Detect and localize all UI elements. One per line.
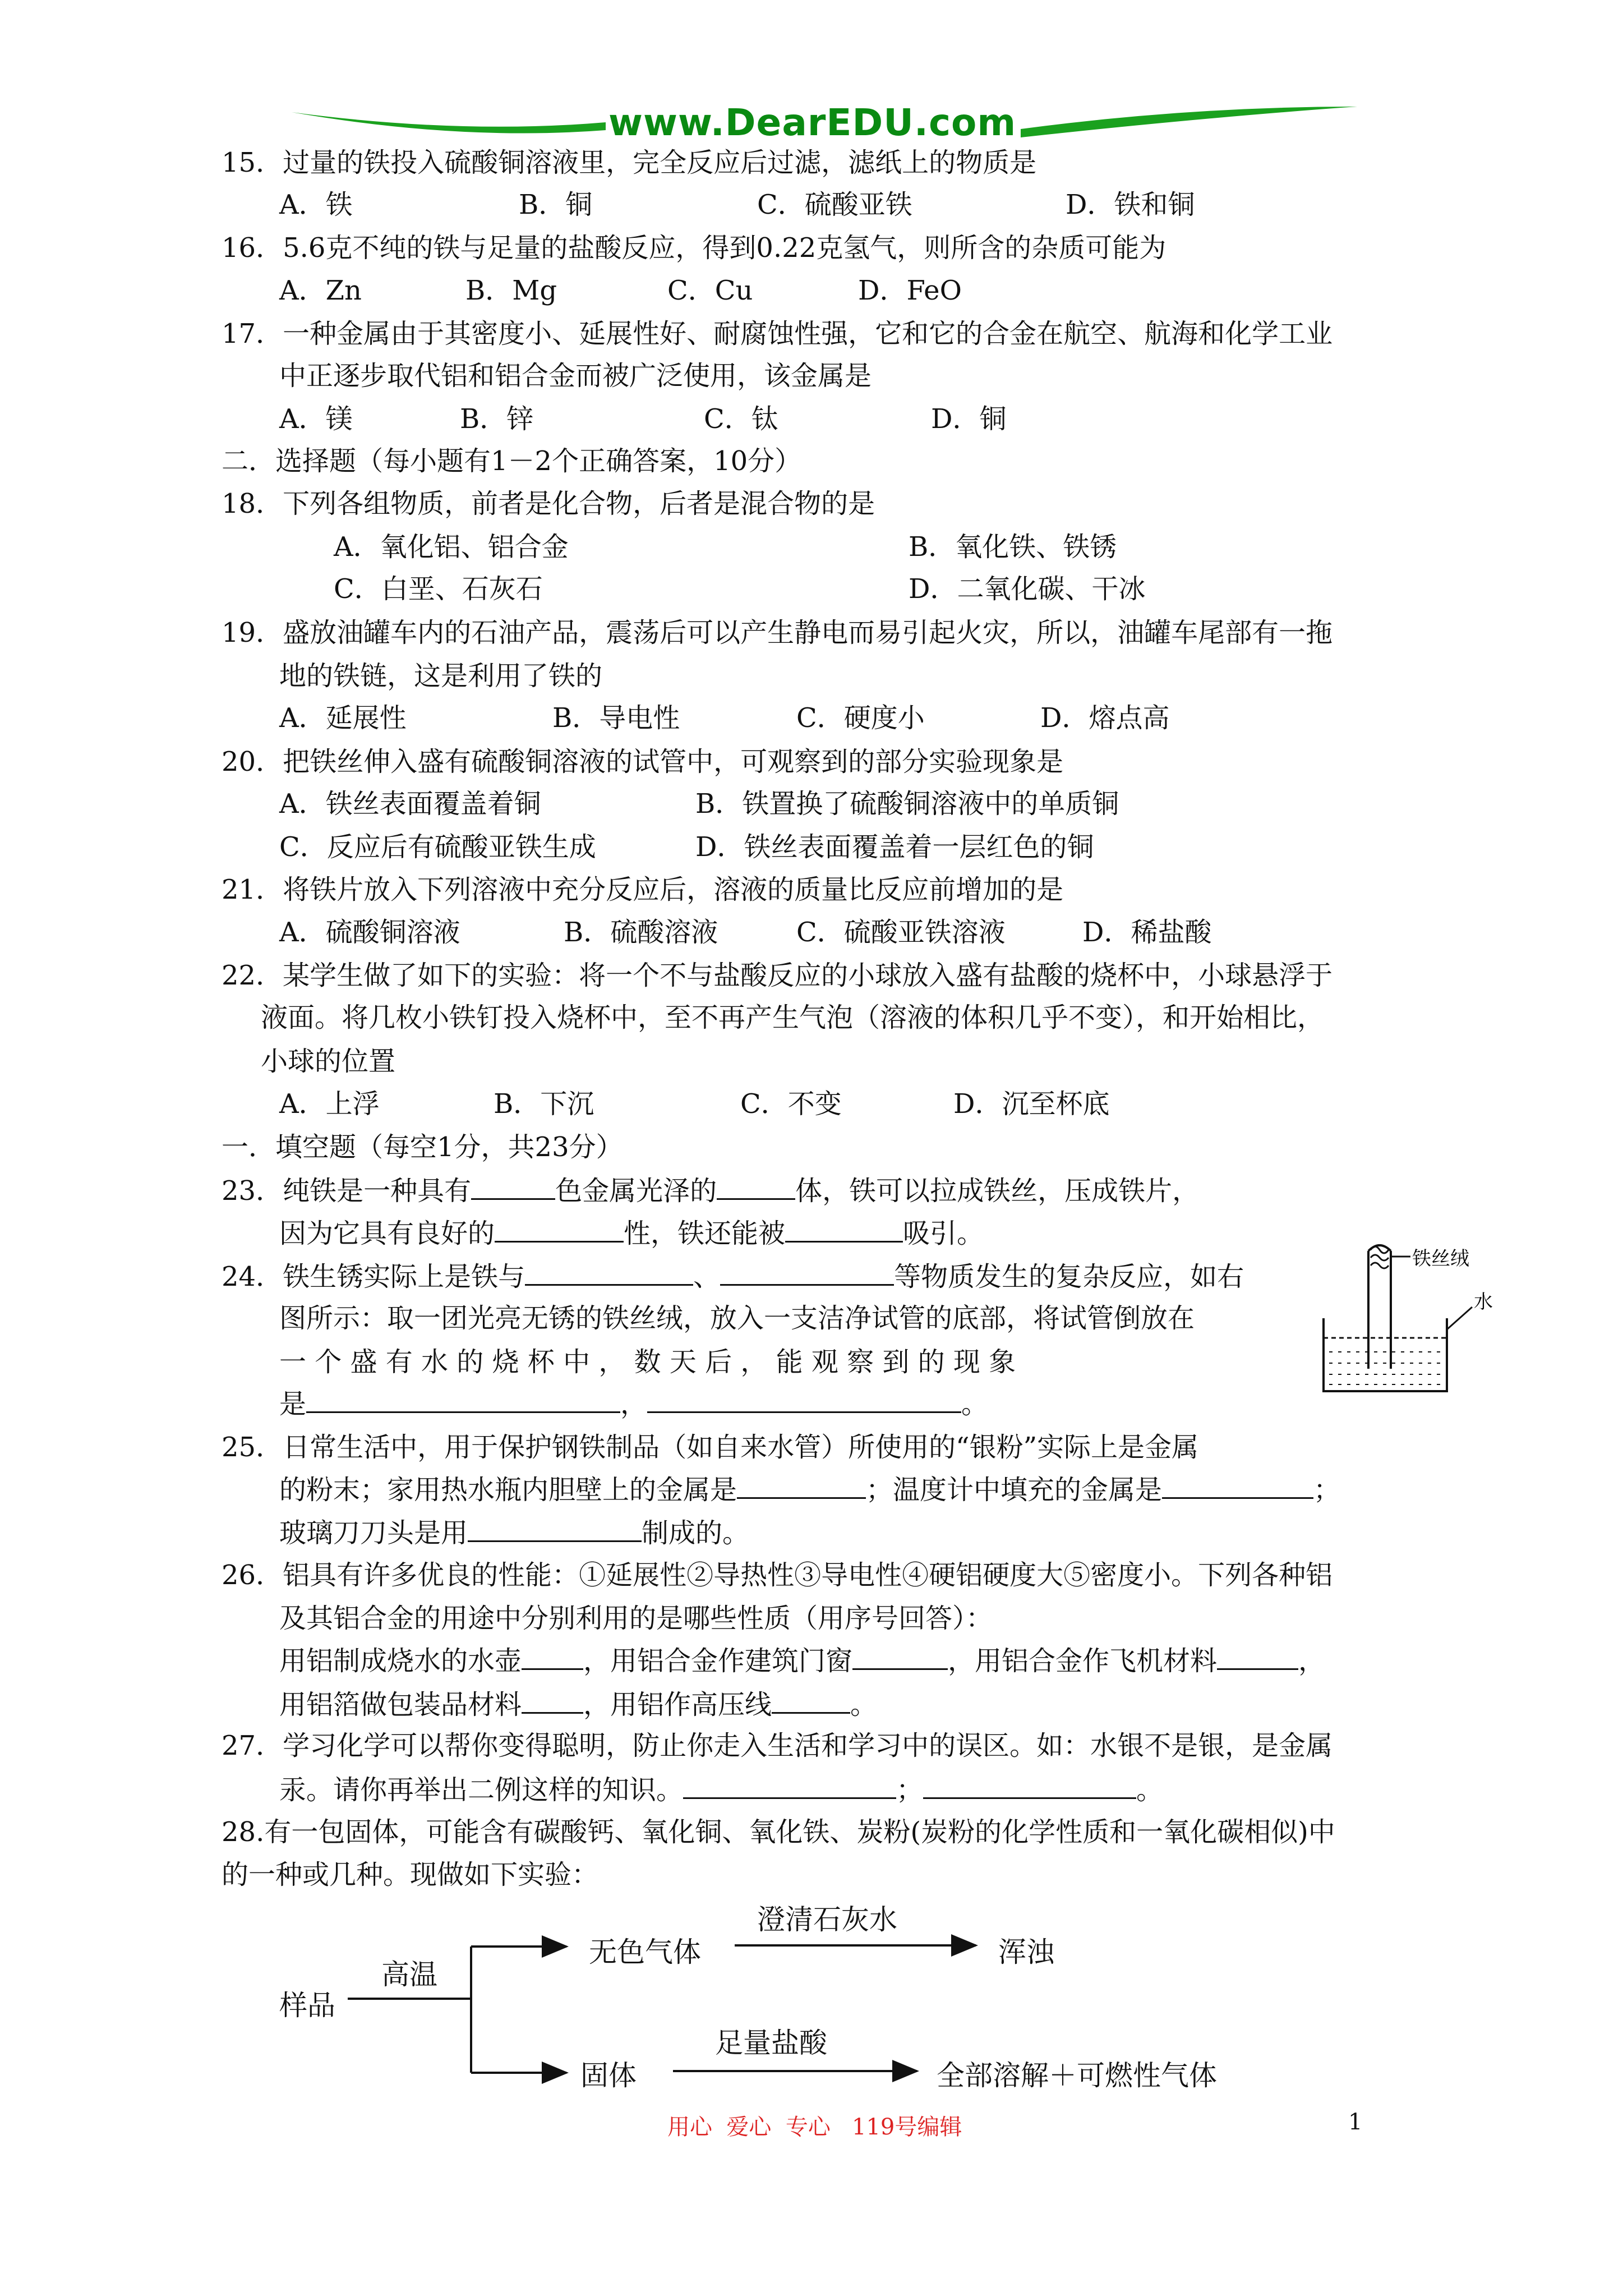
flow-gas: 无色气体 <box>589 1936 701 1968</box>
line-text: ，用铝合金作飞机材料 <box>948 1645 1218 1677</box>
watermark-text: www.DearEDU.com <box>608 101 1017 144</box>
answer-option: A．铁 <box>279 189 353 220</box>
answer-option: D．沉至杯底 <box>953 1088 1110 1120</box>
answer-option: D．稀盐酸 <box>1082 917 1212 948</box>
line-text: 用铝制成烧水的水壶 <box>279 1645 522 1677</box>
line-text: ，用铝合金作建筑门窗 <box>583 1645 853 1677</box>
page-number: 1 <box>1348 2109 1363 2135</box>
flow-sample: 样品 <box>279 1989 335 2022</box>
water-label: 水 <box>1474 1291 1493 1313</box>
line-text: 汞。请你再举出二例这样的知识。 <box>279 1774 684 1806</box>
line-text: 吸引。 <box>903 1218 984 1249</box>
text-line: 25．日常生活中，用于保护钢铁制品（如自来水管）所使用的“银粉”实际上是金属 <box>222 1432 1199 1463</box>
answer-option: A．氧化铝、铝合金 <box>334 531 569 563</box>
line-text: 。 <box>850 1689 878 1720</box>
text-line: 22．某学生做了如下的实验：将一个不与盐酸反应的小球放入盛有盐酸的烧杯中，小球悬浮于 <box>222 960 1333 991</box>
flow-acid: 足量盐酸 <box>715 2027 827 2059</box>
answer-option: D．铜 <box>931 403 1007 435</box>
answer-option: D．二氧化碳、干冰 <box>909 573 1146 605</box>
line-text: 等物质发生的复杂反应，如右 <box>894 1261 1244 1292</box>
answer-option: C．硫酸亚铁 <box>757 189 912 220</box>
text-line: 图所示：取一团光亮无锈的铁丝绒，放入一支洁净试管的底部，将试管倒放在 <box>279 1303 1195 1334</box>
footer-note: 用心 爱心 专心 119号编辑 <box>667 2114 962 2140</box>
flow-turbid: 浑浊 <box>998 1936 1054 1968</box>
answer-option: B．氧化铁、铁锈 <box>909 531 1117 563</box>
text-line: 16．5.6克不纯的铁与足量的盐酸反应，得到0.22克氢气，则所含的杂质可能为 <box>222 232 1166 264</box>
flow-limewater: 澄清石灰水 <box>757 1903 897 1936</box>
line-text: 的粉末；家用热水瓶内胆壁上的金属是 <box>279 1474 737 1506</box>
text-line: 17．一种金属由于其密度小、延展性好、耐腐蚀性强，它和它的合金在航空、航海和化学工业 <box>222 318 1333 349</box>
text-line: 21．将铁片放入下列溶液中充分反应后，溶液的质量比反应前增加的是 <box>222 874 1064 905</box>
text-line: 小球的位置 <box>261 1046 396 1077</box>
answer-option: B．下沉 <box>494 1088 594 1120</box>
answer-option: B．锌 <box>460 403 534 435</box>
text-line: 中正逐步取代铝和铝合金而被广泛使用，该金属是 <box>279 360 872 392</box>
text-line: 及其铝合金的用途中分别利用的是哪些性质（用序号回答）： <box>279 1603 993 1634</box>
text-line: 二．选择题（每小题有1－2个正确答案，10分） <box>222 445 802 477</box>
line-text: ； <box>896 1774 924 1806</box>
flow-high-temp: 高温 <box>381 1958 437 1991</box>
text-line: 一．填空题（每空1分，共23分） <box>222 1131 623 1163</box>
line-text: 24．铁生锈实际上是铁与 <box>222 1261 525 1292</box>
line-text: ， <box>620 1388 648 1420</box>
text-line: 18．下列各组物质，前者是化合物，后者是混合物的是 <box>222 488 875 519</box>
text-line: 一 个 盛 有 水 的 烧 杯 中 ， 数 天 后 ， 能 观 察 到 的 现 象 <box>279 1346 1016 1378</box>
line-text: 体，铁可以拉成铁丝，压成铁片， <box>795 1175 1200 1207</box>
answer-option: D．FeO <box>858 275 962 306</box>
answer-option: C．硫酸亚铁溶液 <box>796 917 1006 948</box>
text-line: 的一种或几种。现做如下实验： <box>222 1859 599 1890</box>
text-line: 28.有一包固体，可能含有碳酸钙、氧化铜、氧化铁、炭粉(炭粉的化学性质和一氧化碳相似)中 <box>222 1816 1335 1848</box>
text-line: 26．铝具有许多优良的性能：①延展性②导热性③导电性④硬铝硬度大⑤密度小。下列各种铝 <box>222 1559 1333 1591</box>
text-line: 15．过量的铁投入硫酸铜溶液里，完全反应后过滤，滤纸上的物质是 <box>222 147 1037 178</box>
line-text: ；温度计中填充的金属是 <box>866 1474 1163 1506</box>
answer-option: B．铜 <box>519 189 593 220</box>
text-line: 19．盛放油罐车内的石油产品，震荡后可以产生静电而易引起火灾，所以，油罐车尾部有一拖 <box>222 617 1333 648</box>
answer-option: C．反应后有硫酸亚铁生成 <box>279 831 596 863</box>
answer-option: B．硫酸溶液 <box>564 917 718 948</box>
answer-option: B．铁置换了硫酸铜溶液中的单质铜 <box>695 788 1119 820</box>
answer-option: A．铁丝表面覆盖着铜 <box>279 788 541 820</box>
text-line: 液面。将几枚小铁钉投入烧杯中，至不再产生气泡（溶液的体积几乎不变），和开始相比， <box>261 1002 1325 1033</box>
text-line: 27．学习化学可以帮你变得聪明，防止你走入生活和学习中的误区。如：水银不是银，是金属 <box>222 1730 1333 1761</box>
answer-option: A．延展性 <box>279 702 407 734</box>
line-text: 制成的。 <box>642 1517 750 1549</box>
steel-wool-label: 铁丝绒 <box>1412 1248 1469 1270</box>
line-text: 玻璃刀刀头是用 <box>279 1517 468 1549</box>
answer-option: A．硫酸铜溶液 <box>279 917 460 948</box>
flow-result: 全部溶解＋可燃性气体 <box>937 2059 1217 2092</box>
flow-solid: 固体 <box>580 2059 637 2092</box>
answer-option: D．铁和铜 <box>1066 189 1195 220</box>
line-text: 23．纯铁是一种具有 <box>222 1175 472 1207</box>
answer-option: C．钛 <box>704 403 778 435</box>
answer-option: D．铁丝表面覆盖着一层红色的铜 <box>695 831 1094 863</box>
line-text: ，用铝作高压线 <box>583 1689 772 1720</box>
line-text: 用铝箔做包装品材料 <box>279 1689 522 1720</box>
line-text: 、 <box>693 1261 721 1292</box>
answer-option: D．熔点高 <box>1040 702 1170 734</box>
line-text: 是 <box>279 1388 307 1420</box>
line-text: 。 <box>1136 1774 1164 1806</box>
line-text: 性，铁还能被 <box>624 1218 786 1249</box>
answer-option: A．镁 <box>279 403 353 435</box>
answer-option: B．Mg <box>465 275 557 306</box>
answer-option: C．白垩、石灰石 <box>334 573 543 605</box>
answer-option: A．上浮 <box>279 1088 380 1120</box>
line-text: ； <box>1313 1474 1341 1506</box>
answer-option: C．不变 <box>740 1088 842 1120</box>
answer-option: C．硬度小 <box>796 702 925 734</box>
answer-option: B．导电性 <box>552 702 680 734</box>
line-text: 因为它具有良好的 <box>279 1218 495 1249</box>
answer-option: C．Cu <box>667 275 753 306</box>
text-line: 20．把铁丝伸入盛有硫酸铜溶液的试管中，可观察到的部分实验现象是 <box>222 746 1064 777</box>
line-text: 色金属光泽的 <box>555 1175 717 1207</box>
answer-option: A．Zn <box>279 275 362 306</box>
text-line: 地的铁链，这是利用了铁的 <box>279 660 603 692</box>
line-text: ， <box>1298 1645 1326 1677</box>
line-text: 。 <box>961 1388 989 1420</box>
